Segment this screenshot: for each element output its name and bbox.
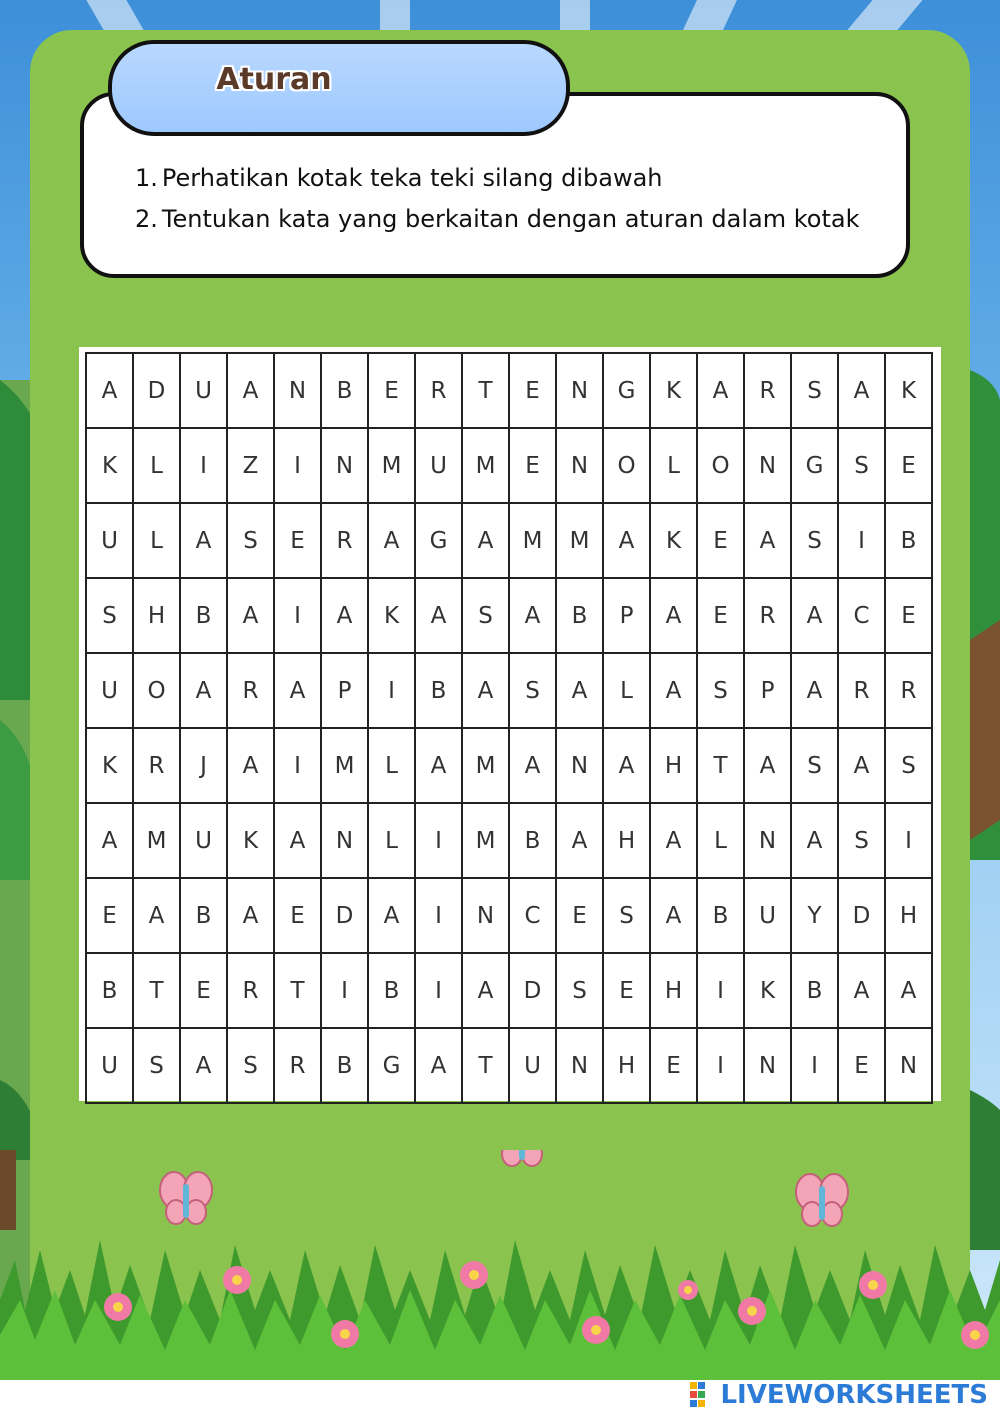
grid-row — [86, 803, 932, 878]
grid-cell[interactable]: A — [415, 578, 462, 653]
grid-cell[interactable]: B — [86, 953, 133, 1028]
grid-cell[interactable]: L — [133, 503, 180, 578]
grid-cell[interactable]: A — [227, 353, 274, 428]
grid-cell[interactable]: K — [86, 428, 133, 503]
grid-cell[interactable]: R — [885, 653, 932, 728]
grid-cell[interactable]: E — [509, 428, 556, 503]
grid-cell[interactable]: U — [509, 1028, 556, 1103]
grid-cell[interactable]: A — [791, 578, 838, 653]
grid-cell[interactable]: A — [603, 503, 650, 578]
grid-cell[interactable]: L — [650, 428, 697, 503]
grid-cell[interactable]: P — [744, 653, 791, 728]
grid-cell[interactable]: C — [509, 878, 556, 953]
rule-item-2 — [135, 205, 860, 233]
grid-cell[interactable]: M — [462, 803, 509, 878]
grid-cell[interactable]: B — [321, 353, 368, 428]
grid-cell[interactable]: A — [462, 503, 509, 578]
grid-cell[interactable]: A — [462, 953, 509, 1028]
word-search-grid — [85, 352, 933, 1104]
grass-blades-light — [0, 1290, 1000, 1380]
grid-cell[interactable]: N — [744, 428, 791, 503]
grid-cell[interactable]: A — [180, 1028, 227, 1103]
grid-cell[interactable]: U — [744, 878, 791, 953]
grid-cell[interactable]: N — [885, 1028, 932, 1103]
grid-cell[interactable]: S — [791, 728, 838, 803]
grid-cell[interactable]: A — [603, 728, 650, 803]
grid-cell[interactable]: A — [697, 353, 744, 428]
grid-cell[interactable]: S — [227, 1028, 274, 1103]
rule-text: Tentukan kata yang berkaitan dengan aturan dalam kotak — [161, 205, 860, 233]
grid-cell[interactable]: K — [744, 953, 791, 1028]
grid-cell[interactable]: E — [650, 1028, 697, 1103]
grid-cell[interactable]: S — [697, 653, 744, 728]
grid-cell[interactable]: P — [603, 578, 650, 653]
grid-cell[interactable]: C — [838, 578, 885, 653]
grid-cell[interactable]: N — [321, 428, 368, 503]
grid-cell[interactable]: J — [180, 728, 227, 803]
grid-cell[interactable]: A — [274, 803, 321, 878]
grid-cell[interactable]: S — [462, 578, 509, 653]
grid-row — [86, 653, 932, 728]
rule-number: 2. — [135, 205, 158, 233]
grid-cell[interactable]: A — [509, 578, 556, 653]
grid-cell[interactable]: B — [556, 578, 603, 653]
butterfly-icon — [496, 1150, 548, 1166]
grid-cell[interactable]: H — [650, 728, 697, 803]
grid-cell[interactable]: B — [509, 803, 556, 878]
grid-cell[interactable]: A — [556, 803, 603, 878]
grid-cell[interactable]: A — [650, 578, 697, 653]
grid-cell[interactable]: E — [180, 953, 227, 1028]
grid-cell[interactable]: E — [86, 878, 133, 953]
grid-cell[interactable]: U — [180, 353, 227, 428]
grid-cell[interactable]: A — [274, 653, 321, 728]
grid-cell[interactable]: B — [415, 653, 462, 728]
grid-cell[interactable]: E — [697, 503, 744, 578]
grid-cell[interactable]: A — [368, 503, 415, 578]
grid-cell[interactable]: L — [133, 428, 180, 503]
liveworksheets-logo-icon — [690, 1382, 714, 1408]
grid-cell[interactable]: N — [556, 728, 603, 803]
grid-cell[interactable]: U — [180, 803, 227, 878]
grid-cell[interactable]: N — [462, 878, 509, 953]
grid-cell[interactable]: A — [321, 578, 368, 653]
grid-cell[interactable]: R — [321, 503, 368, 578]
grid-cell[interactable]: S — [838, 803, 885, 878]
grid-cell[interactable]: B — [321, 1028, 368, 1103]
grid-cell[interactable]: B — [885, 503, 932, 578]
page-title: Aturan — [216, 62, 332, 97]
grid-cell[interactable]: M — [133, 803, 180, 878]
grid-cell[interactable]: I — [274, 728, 321, 803]
grid-cell[interactable]: E — [885, 428, 932, 503]
grid-row — [86, 878, 932, 953]
grid-cell[interactable]: T — [133, 953, 180, 1028]
grid-cell[interactable]: H — [603, 1028, 650, 1103]
grid-cell[interactable]: A — [744, 503, 791, 578]
grid-cell[interactable]: A — [415, 728, 462, 803]
grid-cell[interactable]: A — [791, 653, 838, 728]
grid-cell[interactable]: S — [133, 1028, 180, 1103]
grid-cell[interactable]: E — [274, 878, 321, 953]
grid-cell[interactable]: D — [509, 953, 556, 1028]
grid-cell[interactable]: E — [368, 353, 415, 428]
grid-cell[interactable]: A — [368, 878, 415, 953]
grid-cell[interactable]: M — [462, 728, 509, 803]
grid-cell[interactable]: A — [838, 353, 885, 428]
grid-cell[interactable]: M — [509, 503, 556, 578]
grid-cell[interactable]: A — [838, 953, 885, 1028]
rule-text: Perhatikan kotak teka teki silang dibawah — [161, 164, 663, 192]
grid-cell[interactable]: I — [838, 503, 885, 578]
grid-cell[interactable]: I — [885, 803, 932, 878]
grid-cell[interactable]: Z — [227, 428, 274, 503]
grid-cell[interactable]: A — [791, 803, 838, 878]
grid-cell[interactable]: M — [368, 428, 415, 503]
right-tree — [970, 370, 1000, 1250]
grid-cell[interactable]: I — [697, 1028, 744, 1103]
grid-cell[interactable]: A — [227, 728, 274, 803]
grid-cell[interactable]: L — [368, 803, 415, 878]
grid-cell[interactable]: O — [697, 428, 744, 503]
grid-cell[interactable]: U — [415, 428, 462, 503]
rule-item-1 — [135, 164, 663, 192]
grid-cell[interactable]: H — [650, 953, 697, 1028]
grid-cell[interactable]: A — [650, 878, 697, 953]
grid-cell[interactable]: R — [744, 353, 791, 428]
grid-cell[interactable]: P — [321, 653, 368, 728]
grid-cell[interactable]: K — [368, 578, 415, 653]
grid-cell[interactable]: L — [368, 728, 415, 803]
grid-cell[interactable]: B — [180, 878, 227, 953]
grid-cell[interactable]: E — [838, 1028, 885, 1103]
grid-cell[interactable]: A — [180, 653, 227, 728]
butterfly-icon — [160, 1172, 212, 1224]
grid-cell[interactable]: A — [86, 803, 133, 878]
grid-cell[interactable]: G — [415, 503, 462, 578]
grid-cell[interactable]: G — [791, 428, 838, 503]
liveworksheets-logo-text: LIVEWORKSHEETS — [720, 1380, 988, 1410]
grid-cell[interactable]: U — [86, 1028, 133, 1103]
grid-cell[interactable]: T — [462, 1028, 509, 1103]
grid-cell[interactable]: S — [838, 428, 885, 503]
grid-cell[interactable]: A — [556, 653, 603, 728]
rule-number: 1. — [135, 164, 158, 192]
grid-cell[interactable]: K — [86, 728, 133, 803]
grid-cell[interactable]: S — [86, 578, 133, 653]
grid-cell[interactable]: L — [603, 653, 650, 728]
grid-cell[interactable]: M — [462, 428, 509, 503]
grid-cell[interactable]: A — [227, 878, 274, 953]
grid-row — [86, 953, 932, 1028]
grid-cell[interactable]: A — [133, 878, 180, 953]
grid-cell[interactable]: D — [838, 878, 885, 953]
grid-row — [86, 578, 932, 653]
grid-cell[interactable]: B — [791, 953, 838, 1028]
grid-row — [86, 728, 932, 803]
grid-cell[interactable]: K — [650, 503, 697, 578]
grid-cell[interactable]: B — [697, 878, 744, 953]
grid-cell[interactable]: A — [885, 953, 932, 1028]
grid-cell[interactable]: S — [227, 503, 274, 578]
grass-decoration — [0, 1150, 1000, 1380]
grid-cell[interactable]: G — [603, 353, 650, 428]
grid-cell[interactable]: K — [227, 803, 274, 878]
grid-cell[interactable]: R — [133, 728, 180, 803]
grid-cell[interactable]: I — [368, 653, 415, 728]
grid-cell[interactable]: I — [274, 428, 321, 503]
grid-cell[interactable]: S — [603, 878, 650, 953]
grid-row — [86, 1028, 932, 1103]
butterfly-icon — [796, 1174, 848, 1226]
grid-cell[interactable]: N — [321, 803, 368, 878]
grid-cell[interactable]: S — [791, 353, 838, 428]
grid-cell[interactable]: K — [650, 353, 697, 428]
grid-cell[interactable]: B — [368, 953, 415, 1028]
grid-cell[interactable]: I — [697, 953, 744, 1028]
grid-cell[interactable]: A — [86, 353, 133, 428]
grid-cell[interactable]: A — [180, 503, 227, 578]
grid-cell[interactable]: A — [462, 653, 509, 728]
grid-cell[interactable]: E — [885, 578, 932, 653]
grid-cell[interactable]: E — [603, 953, 650, 1028]
grid-cell[interactable]: N — [744, 1028, 791, 1103]
grid-cell[interactable]: U — [86, 653, 133, 728]
grid-cell[interactable]: S — [556, 953, 603, 1028]
grid-cell[interactable]: N — [744, 803, 791, 878]
grid-cell[interactable]: E — [274, 503, 321, 578]
grid-cell[interactable]: M — [556, 503, 603, 578]
grid-cell[interactable]: S — [509, 653, 556, 728]
grid-row — [86, 353, 932, 428]
grid-cell[interactable]: I — [321, 953, 368, 1028]
grid-cell[interactable]: D — [133, 353, 180, 428]
grid-cell[interactable]: T — [274, 953, 321, 1028]
grid-cell[interactable]: D — [321, 878, 368, 953]
grid-cell[interactable]: S — [791, 503, 838, 578]
grid-row — [86, 503, 932, 578]
grid-cell[interactable]: O — [133, 653, 180, 728]
grid-cell[interactable]: A — [744, 728, 791, 803]
grid-cell[interactable]: A — [509, 728, 556, 803]
grid-cell[interactable]: T — [462, 353, 509, 428]
grid-cell[interactable]: R — [274, 1028, 321, 1103]
grid-cell[interactable]: E — [509, 353, 556, 428]
grid-cell[interactable]: H — [133, 578, 180, 653]
grid-cell[interactable]: N — [556, 353, 603, 428]
grid-cell[interactable]: H — [885, 878, 932, 953]
grid-cell[interactable]: N — [556, 428, 603, 503]
grid-cell[interactable]: N — [556, 1028, 603, 1103]
grid-cell[interactable]: U — [86, 503, 133, 578]
grid-cell[interactable]: B — [180, 578, 227, 653]
grid-cell[interactable]: O — [603, 428, 650, 503]
title-tab — [108, 40, 570, 136]
grid-cell[interactable]: R — [227, 953, 274, 1028]
grid-cell[interactable]: M — [321, 728, 368, 803]
grid-cell[interactable]: K — [885, 353, 932, 428]
grid-cell[interactable]: R — [415, 353, 462, 428]
grid-cell[interactable]: I — [180, 428, 227, 503]
grid-cell[interactable]: R — [744, 578, 791, 653]
grid-cell[interactable]: A — [227, 578, 274, 653]
grid-cell[interactable]: I — [415, 803, 462, 878]
grid-cell[interactable]: A — [838, 728, 885, 803]
grid-cell[interactable]: I — [415, 878, 462, 953]
liveworksheets-logo[interactable] — [690, 1378, 988, 1412]
grid-cell[interactable]: I — [274, 578, 321, 653]
grid-cell[interactable]: T — [697, 728, 744, 803]
grid-cell[interactable]: Y — [791, 878, 838, 953]
grid-cell[interactable]: I — [791, 1028, 838, 1103]
grid-cell[interactable]: S — [885, 728, 932, 803]
grid-cell[interactable]: E — [697, 578, 744, 653]
grid-cell[interactable]: I — [415, 953, 462, 1028]
grid-cell[interactable]: N — [274, 353, 321, 428]
word-search-container — [79, 347, 941, 1101]
grid-cell[interactable]: R — [838, 653, 885, 728]
grid-row — [86, 428, 932, 503]
grid-cell[interactable]: G — [368, 1028, 415, 1103]
grid-cell[interactable]: E — [556, 878, 603, 953]
grid-cell[interactable]: A — [650, 803, 697, 878]
grid-cell[interactable]: A — [415, 1028, 462, 1103]
grid-cell[interactable]: A — [650, 653, 697, 728]
grid-cell[interactable]: L — [697, 803, 744, 878]
grid-cell[interactable]: R — [227, 653, 274, 728]
grid-cell[interactable]: H — [603, 803, 650, 878]
